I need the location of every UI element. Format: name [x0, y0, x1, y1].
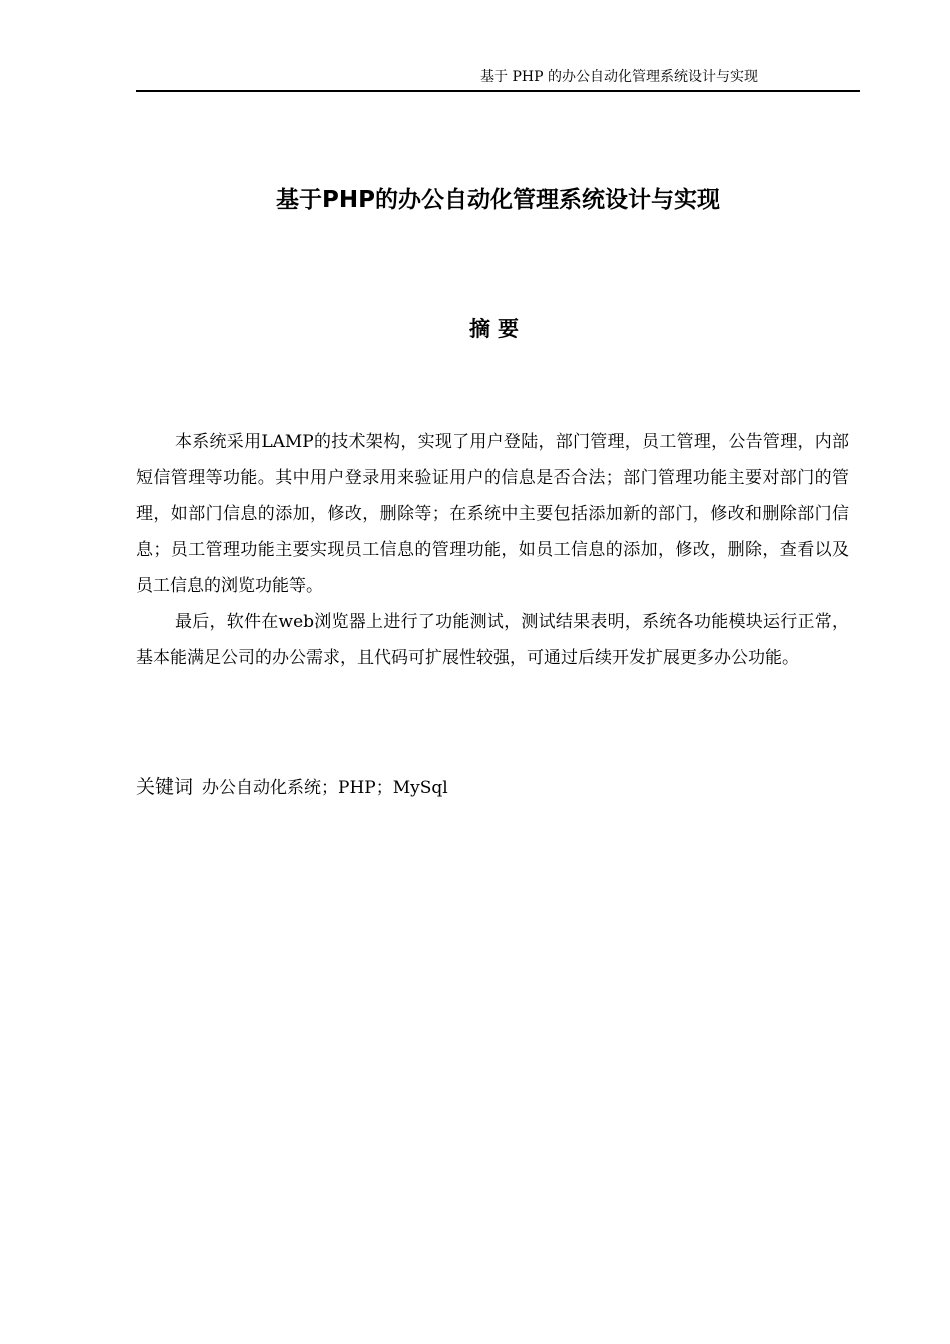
- abstract-heading: 摘要: [469, 317, 527, 341]
- abstract-paragraph-2: 最后，软件在web浏览器上进行了功能测试，测试结果表明，系统各功能模块运行正常，基本能满足公司的办公需求，且代码可扩展性较强，可通过后续开发扩展更多办公功能。: [136, 612, 849, 668]
- abstract-body: [136, 424, 849, 676]
- running-header-title: 基于 PHP 的办公自动化管理系统设计与实现: [480, 69, 758, 85]
- keywords-value: 办公自动化系统；PHP；MySql: [202, 778, 448, 798]
- running-header: [136, 68, 860, 92]
- keywords-line: [136, 772, 849, 803]
- abstract-paragraph-1: 本系统采用LAMP的技术架构，实现了用户登陆，部门管理，员工管理，公告管理，内部短信管理等功能。其中用户登录用来验证用户的信息是否合法；部门管理功能主要对部门的管理，如部门信息的添加，修改，删除等；在系统中主要包括添加新的部门，修改和删除部门信息；员工管理功能主要实现员工信息的管理功能，如员工信息的添加，修改，删除，查看以及员工信息的浏览功能等。: [136, 432, 849, 596]
- keywords-label: 关键词: [136, 776, 194, 798]
- document-title: 基于PHP的办公自动化管理系统设计与实现: [276, 187, 720, 213]
